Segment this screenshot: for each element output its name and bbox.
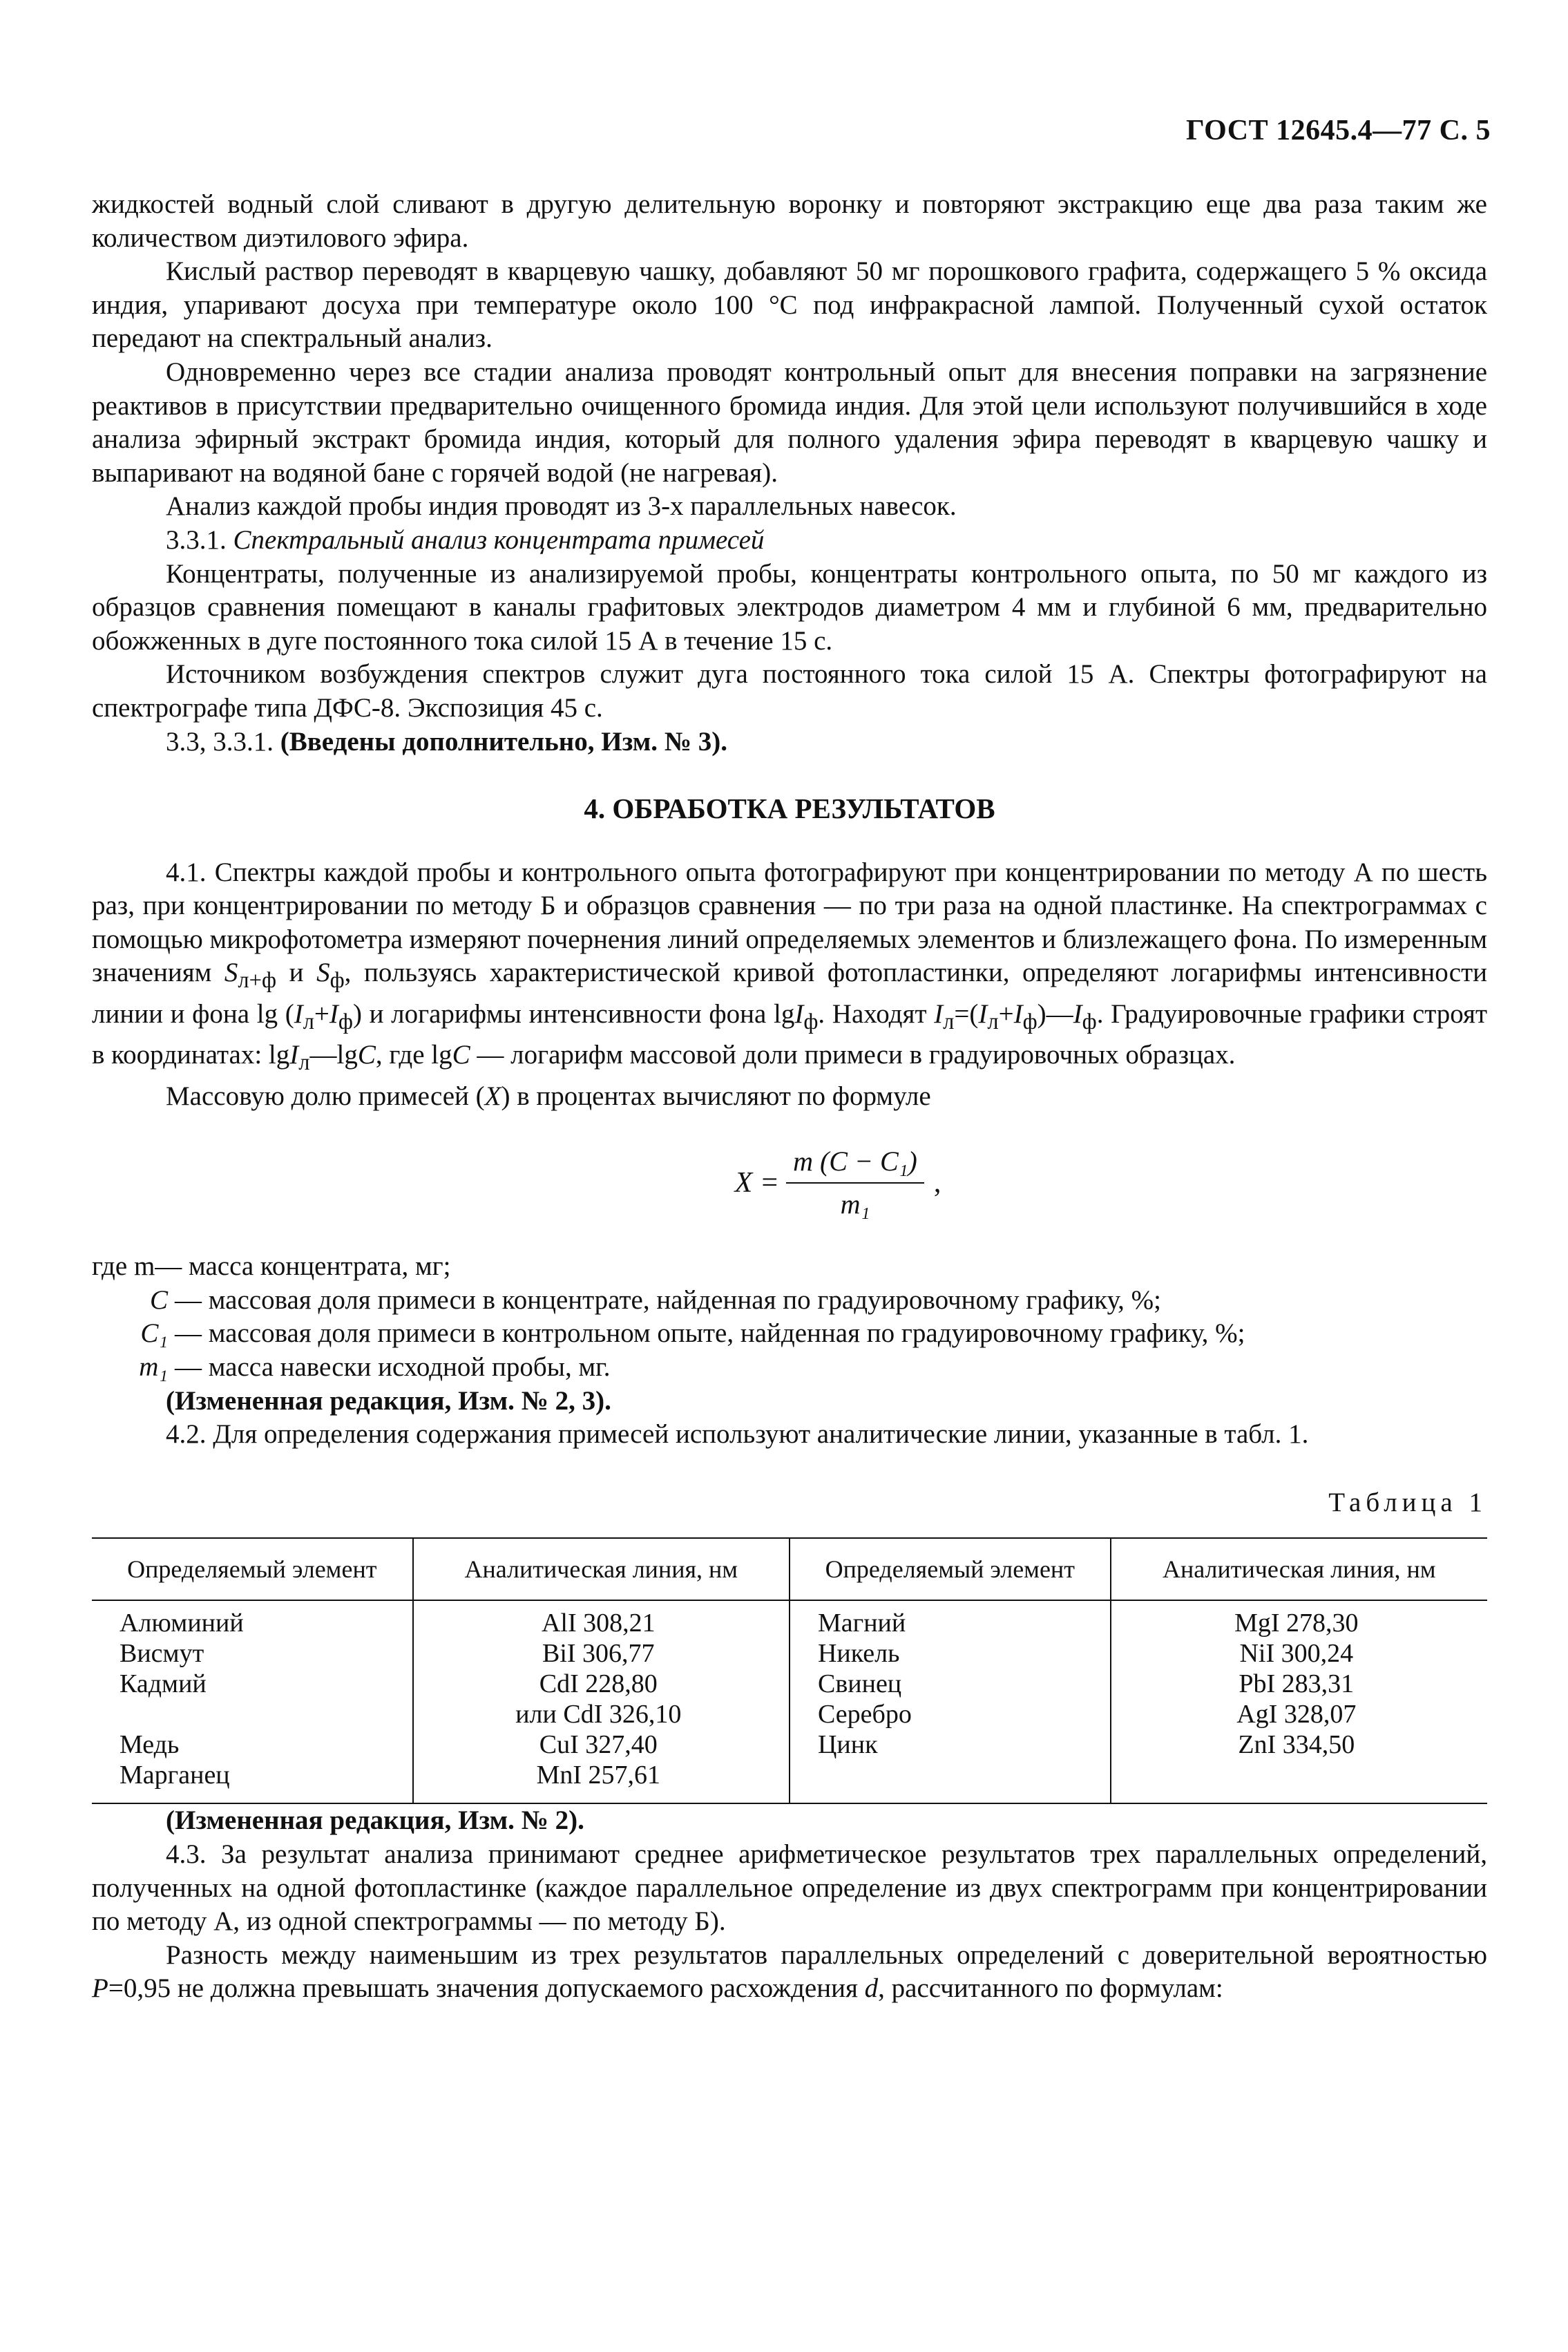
amendment-text: (Введены дополнительно, Изм. № 3). (280, 726, 727, 757)
table-header: Аналитическая линия, нм (1111, 1538, 1487, 1600)
amendment-ref: 3.3, 3.3.1. (166, 726, 280, 757)
amendment-note: (Измененная редакция, Изм. № 2, 3). (166, 1385, 611, 1416)
paragraph-4-1: 4.1. Спектры каждой пробы и контрольного опыта фотографируют при концентрировании по методу А по шесть раз, при концентрировании по методу Б и образцов сравнения — по три раза на одной пластинке. На спектрограммах с помощью микрофотометра измеряют почернения линий определяемых элементов и близлежащего фона. По измеренным значениям $S_{л+ф}$ и $S_ф$, пользуясь характеристической кривой фотопластинки, определяют логарифмы интенсивности линии и фона $\lg (I_л+I_ф)$ и логарифмы интенсивности фона lgI$_ф$. Находят $I_л=(I_л+I_ф)—I_ф$. Градуировочные графики строят в координатах: lgI$_л$—lgC, где lgC — логарифм массовой доли примеси в градуировочных образцах. (92, 857, 1488, 1076)
definition: C₁ — массовая доля примеси в контрольном опыте, найденная по градуировочному графику, %; (140, 1318, 1245, 1349)
analytical-lines-table (92, 1537, 1487, 1804)
paragraph: Одновременно через все стадии анализа проводят контрольный опыт для внесения поправки на загрязнение реактивов в присутствии предварительно очищенного бромида индия. Для этой цели используют получившийся в ходе анализа эфирный экстракт бромида индия, который для полного удаления эфира переводят в кварцевую чашку и выпаривают на водяной бане с горячей водой (не нагревая). (92, 357, 1487, 488)
table-cell-lines: AlI 308,21 BiI 306,77 CdI 228,80 или CdI 326,10 CuI 327,40 MnI 257,61 (413, 1600, 790, 1803)
formula-denominator: m₁ (840, 1188, 870, 1220)
table-header-row (92, 1538, 1487, 1600)
formula (189, 1131, 1487, 1235)
formula-lhs: X = (734, 1166, 780, 1199)
subsection-heading (92, 524, 1487, 558)
subsection-number: 3.3.1. (166, 524, 227, 555)
page-header: ГОСТ 12645.4—77 С. 5 (1185, 115, 1491, 146)
paragraph-last: Разность между наименьшим из трех результатов параллельных определений с доверительной вероятностью P=0,95 не должна превышать значения допускаемого расхождения d, рассчитанного по формулам: (92, 1940, 1487, 2004)
paragraph: Источником возбуждения спектров служит дуга постоянного тока силой 15 А. Спектры фотографируют на спектрографе типа ДФС-8. Экспозиция 45 с. (92, 659, 1487, 723)
paragraph: Концентраты, полученные из анализируемой пробы, концентраты контрольного опыта, по 50 мг каждого из образцов сравнения помещают в каналы графитовых электродов диаметром 4 мм и глубиной 6 мм, предварительно обожженных в дуге постоянного тока силой 15 А в течение 15 с. (92, 558, 1487, 656)
amendment-note: (Измененная редакция, Изм. № 2). (166, 1805, 584, 1836)
definition: C — массовая доля примеси в концентрате, найденная по градуировочному графику, %; (149, 1284, 1161, 1315)
table-cell-elements: Алюминий Висмут Кадмий Медь Марганец (119, 1609, 244, 1790)
amendment-note (92, 725, 1487, 759)
table-caption: Таблица 1 (1328, 1487, 1487, 1517)
formula-fraction (786, 1145, 924, 1222)
subsection-title: Спектральный анализ концентрата примесей (233, 524, 765, 555)
table-header: Аналитическая линия, нм (413, 1538, 790, 1600)
table-cell-elements: Магний Никель Свинец Серебро Цинк (790, 1600, 1111, 1803)
paragraph: Анализ каждой пробы индия проводят из 3-х параллельных навесок. (166, 491, 957, 522)
formula-comma: , (933, 1166, 941, 1199)
definition: где m — масса концентрата, мг; (92, 1251, 451, 1282)
table-header: Определяемый элемент (790, 1538, 1111, 1600)
paragraph: жидкостей водный слой сливают в другую делительную воронку и повторяют экстракцию еще два раза таким же количеством диэтилового эфира. (92, 189, 1487, 253)
paragraph-4-2: 4.2. Для определения содержания примесей используют аналитические линии, указанные в табл. 1. (166, 1419, 1309, 1450)
formula-numerator: m (C − C₁) (786, 1145, 924, 1184)
definition: m₁ — масса навески исходной пробы, мг. (139, 1352, 611, 1383)
page-content (92, 188, 1487, 2006)
formula-intro: Массовую долю примесей (X) в процентах вычисляют по формуле (166, 1081, 931, 1111)
section-title: 4. ОБРАБОТКА РЕЗУЛЬТАТОВ (584, 793, 995, 825)
table-header: Определяемый элемент (92, 1538, 413, 1600)
table-row (92, 1600, 1487, 1803)
table-cell-lines: MgI 278,30 NiI 300,24 PbI 283,31 AgI 328,07 ZnI 334,50 (1111, 1600, 1487, 1803)
paragraph-4-3: 4.3. За результат анализа принимают среднее арифметическое результатов трех параллельных определений, полученных на одной фотопластинке (каждое параллельное определение из двух спектрограмм при концентрировании по методу А, из одной спектрограммы — по методу Б). (92, 1839, 1487, 1937)
paragraph: Кислый раствор переводят в кварцевую чашку, добавляют 50 мг порошкового графита, содержащего 5 % оксида индия, упаривают досуха при температуре около 100 °С под инфракрасной лампой. Полученный сухой остаток передают на спектральный анализ. (92, 256, 1487, 354)
